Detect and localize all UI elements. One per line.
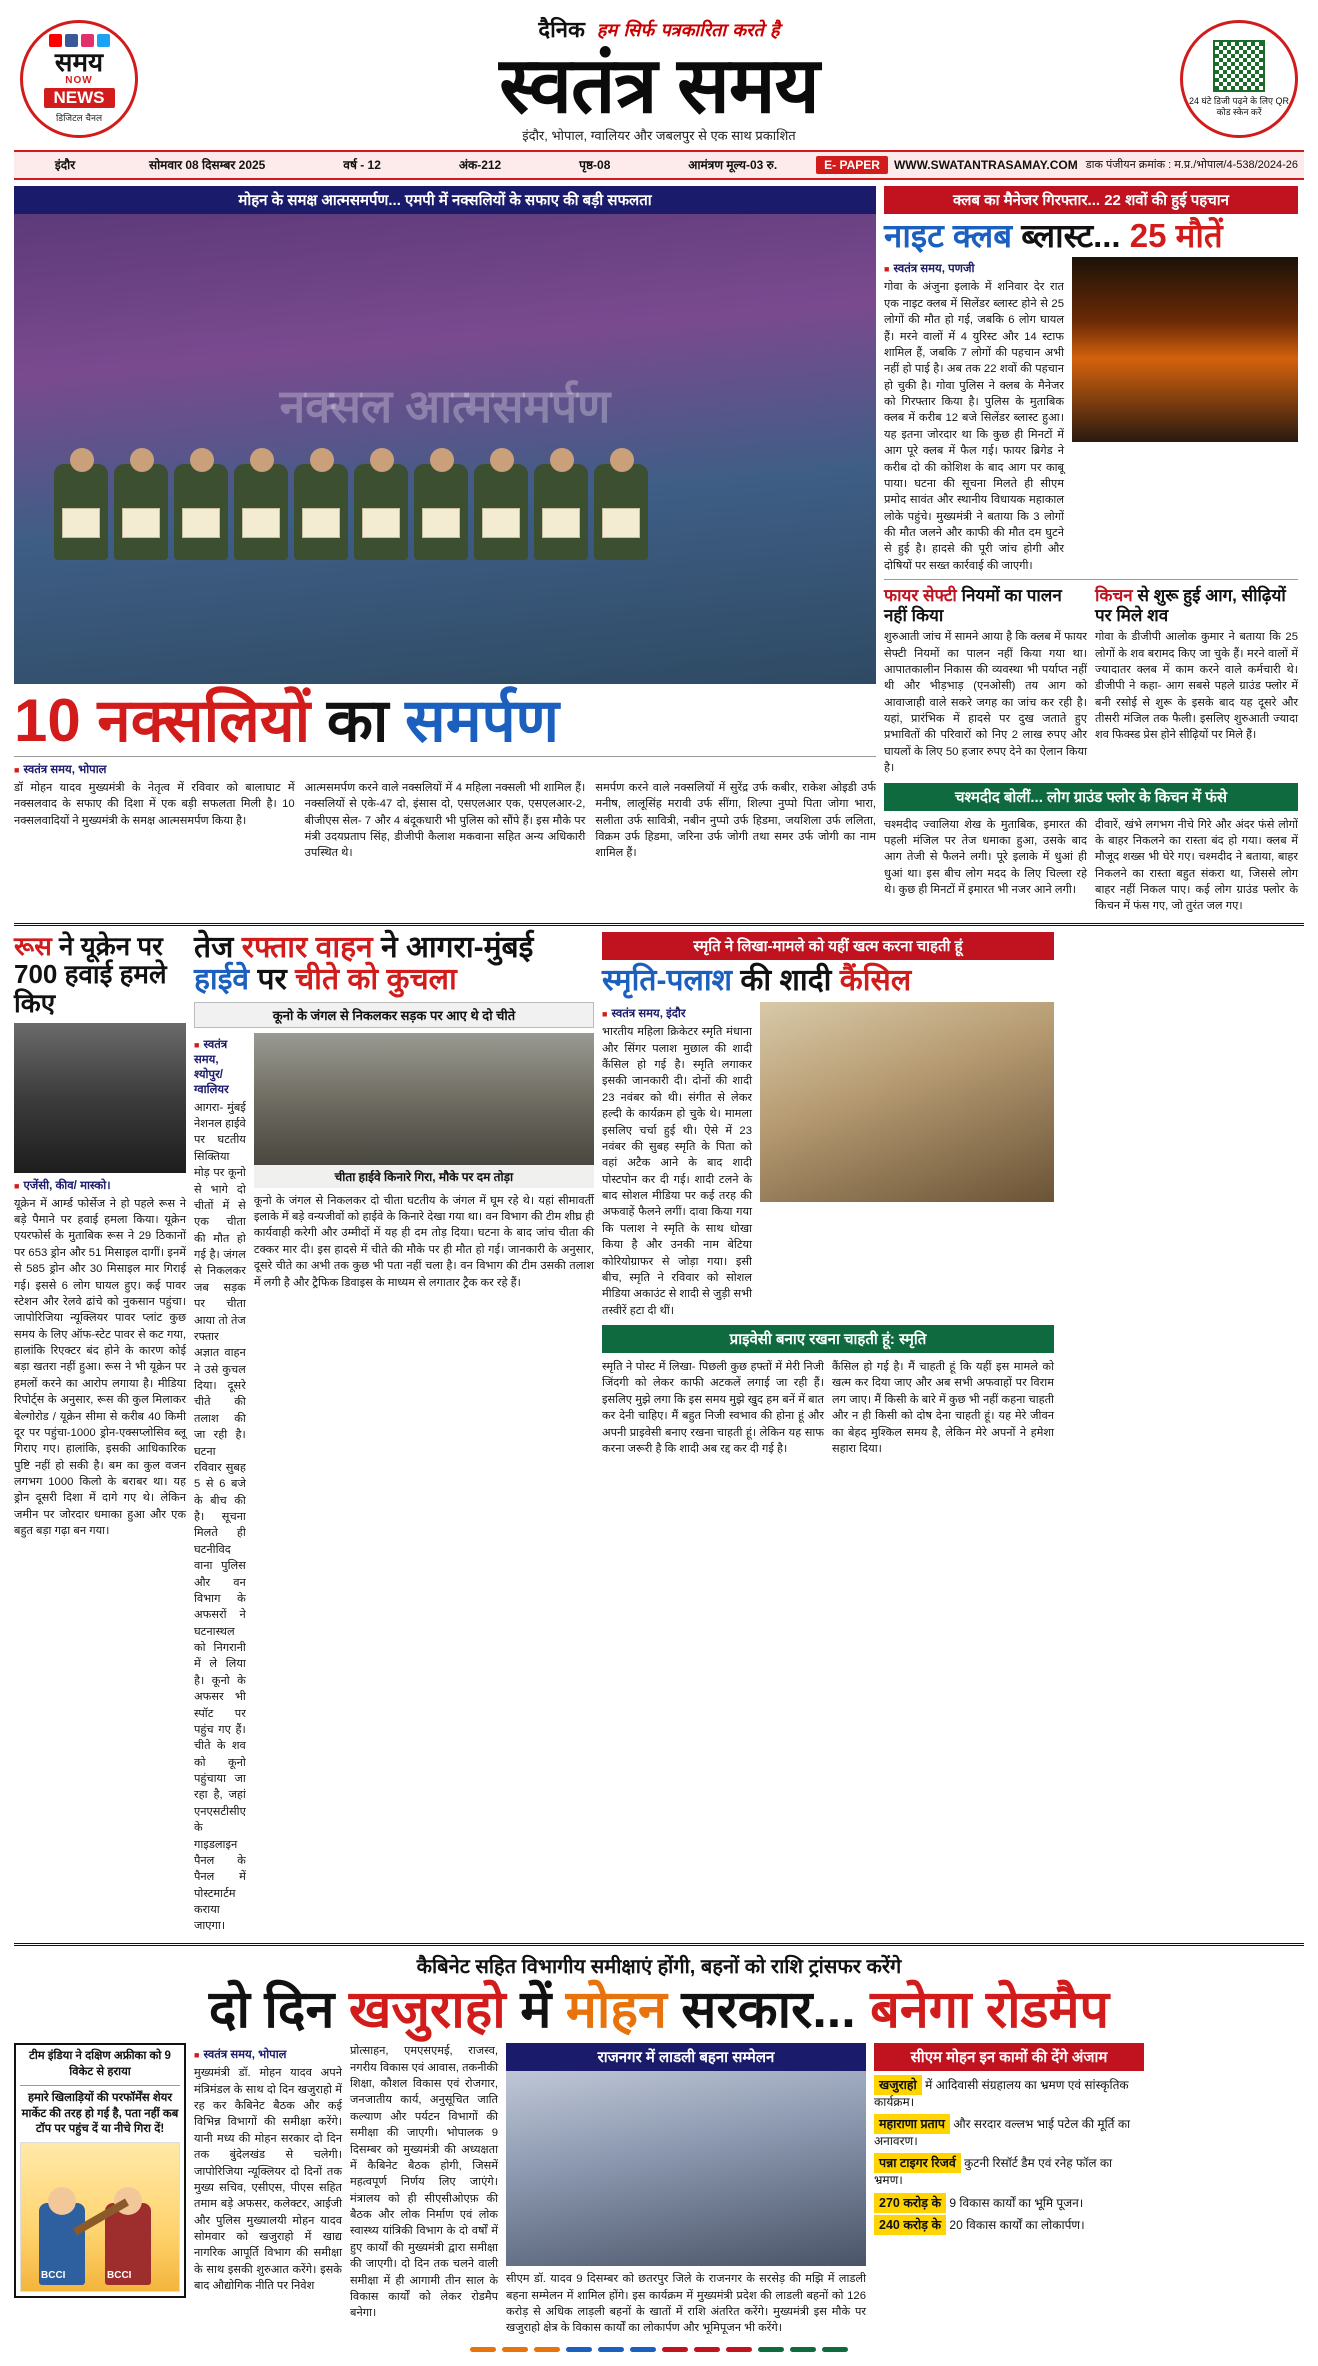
cheetah-col-2: कूनो के जंगल से निकलकर दो चीता घटतीय के जंगल में घूम रहे थे। यहां सीमावर्ती इलाके में बड़े वन्यजीवों को हाईवे के किनारे देखा गया था। वन विभाग की टीम शीघ्र ही कार्यवाही करेगी और उम्मीदों में यह ही दम तोड़ दिया। घटना के बाद जांच चीता की टक्कर मार दी। इस हादसे में चीते की मौके पर ही मौत हो गई। जानकारी के अनुसार, दूसरे चीते का अभी तक कुछ भी पता नहीं चला है। वन विभाग की टीम उसकी तलाश में लगी है और ट्रैफिक डिवाइस के माध्यम से लगातार ट्रैक कर रहे हैं। bbox=[253, 1194, 594, 1289]
masthead-title-block bbox=[148, 14, 1170, 144]
edition-city: इंदौर bbox=[54, 158, 76, 173]
website-link[interactable]: WWW.SWATANTRASAMAY.COM bbox=[893, 157, 1078, 172]
cheetah-headline-part4: हाईवे bbox=[194, 963, 250, 997]
masthead-subtitle: इंदौर, भोपाल, ग्वालियर और जबलपुर से एक साथ प्रकाशित bbox=[522, 127, 796, 143]
list-item-lead: पन्ना टाइगर रिजर्व bbox=[874, 2153, 961, 2173]
edition-date: सोमवार 08 दिसम्बर 2025 bbox=[148, 158, 266, 173]
goa-sub-1-body: शुरुआती जांच में सामने आया है कि क्लब में फायर सेफ्टी नियमों का पालन नहीं किया गया था। आपातकालीन निकास की व्यवस्था भी पर्याप्त नहीं थी और भीड़भाड़ (एनओसी) तय आग को आवाजाही वाले सकरे जगह का जांच कर रही है। यहां, प्रारंभिक में हादसे पर दुख जताते हुए प्रभावितों की परिवारों को निए 2 लाख रुपए और घायलों के लिए 50 हजार रुपए देने का ऐलान किया है। bbox=[884, 631, 1087, 775]
cheetah-headline-part5: पर bbox=[257, 963, 287, 997]
youtube-icon bbox=[49, 34, 62, 47]
cartoon bbox=[14, 2043, 186, 2298]
bottom-body-col-1: मुख्यमंत्री डॉ. मोहन यादव अपने मंत्रिमंडल के साथ दो दिन खजुराहो में रह कर कैबिनेट बैठक और कई विभिन्न विभागों की समीक्षा करेंगे। यानी मध्य की मोहन सरकार दो दिन तक बुंदेलखंड से चलेगी। जापोरिजिया न्यूक्लियर दो दिनों तक मुख्य सचिव, एसीएस, पीएस सहित तमाम बड़े अफसर, कलेक्टर, आईजी और पुलिस मुख्यालयी मोहन यादव सोमवार को खजुराहो में खाद्य नागरिक आपूर्ति विभाग की समीक्षा के साथ इसकी शुरुआत करेंगे। इसके बाद औद्योगिक नीति पर निवेश bbox=[194, 2067, 342, 2293]
goa-sub-1 bbox=[884, 586, 1087, 776]
cheetah-headline-part6: चीते को कुचला bbox=[295, 963, 457, 997]
epaper-button[interactable]: E- PAPER bbox=[816, 156, 888, 174]
newspaper-logo bbox=[20, 20, 138, 138]
ladli-body: सीएम डॉ. यादव 9 दिसम्बर को छतरपुर जिले के राजनगर के सरसेड़ की मझि में लाडली बहना सम्मेलन में शामिल होंगे। इस कार्यक्रम में मुख्यमंत्री प्रदेश की लाडली बहनों को 126 करोड़ से अधिक लाड़ली बहनों के खातों में राशि अंतरित करेंगे। मुख्यमंत्री इस मौके पर खजुराहो क्षेत्र के विकास कार्यों का लोकार्पण और भूमिपूजन भी करेंगे। bbox=[506, 2273, 866, 2335]
ladli-head: राजनगर में लाडली बहना सम्मेलन bbox=[506, 2043, 866, 2071]
logo-word: समय bbox=[54, 46, 104, 77]
lead-col-1: डॉ मोहन यादव मुख्यमंत्री के नेतृत्व में रविवार को बालाघाट में नक्सलवाद के सफाए की दिशा में एक बड़ी सफलता मिली है। 10 नक्सलवादियों ने मुख्यमंत्री के समक्ष आत्मसमर्पण किया है। bbox=[14, 781, 295, 827]
list-item bbox=[874, 2217, 1144, 2234]
goa-sub-2 bbox=[1095, 586, 1298, 776]
edition-issue: अंक-212 bbox=[458, 158, 502, 173]
goa-kicker: क्लब का मैनेजर गिरफ्तार... 22 शवों की हुई पहचान bbox=[884, 186, 1298, 214]
cheetah-byline: ■ स्वतंत्र समय, श्योपुर/ग्वालियर bbox=[194, 1037, 246, 1097]
lead-headline-part2: का bbox=[326, 686, 389, 754]
list-item bbox=[874, 2155, 1144, 2188]
goa-sub-stories bbox=[884, 586, 1298, 776]
smriti-headline-part1: स्मृति-पलाश bbox=[602, 963, 733, 997]
russia-body: यूक्रेन में आर्म्ड फोर्सेज ने हो पहले रूस ने बड़े पैमाने पर हवाई हमला किया। यूक्रेन एयरफोर्स के मुताबिक रूस ने 29 ठिकानों पर 653 ड्रोन और 51 मिसाइल दागीं। इनमें से 585 ड्रोन और 30 मिसाइल मार गिराई गई। इससे 6 लोग घायल हुए। कई पावर स्टेशन और रेलवे ढांचे को नुकसान पहुंचा। जापोरिजिया न्यूक्लियर पावर प्लांट कुछ समय के लिए ऑफ-स्टेट पावर से कट गया, हालांकि रिएक्टर बंद होने के कारण कोई बड़ा खतरा नहीं हुआ। रूस ने भी यूक्रेन पर हमलों करने का आरोप लगाया है। मीडिया रिपोर्ट्स के अनुसार, रूस की कुल मिलाकर बेल्गोरोड / यूक्रेन सीमा से करीब 40 किमी दूर पर पहुंचा-1000 ड्रोन-एक्सप्लोसिव ब्लू गिराए गए। हालांकि, इसकी आधिकारिक पुष्टि नहीं हो सकी है। बम का कुल वजन लगभग 1000 किलो के बराबर था। यह ड्रोन दूसरी दिशा में दागे गए थे। लेकिन जमीन पर जोरदार धमाका हुआ और एक बहुत बड़ा गढ़ा बन गया। bbox=[14, 1197, 186, 1538]
goa-headline-part2: ब्लास्ट... bbox=[1021, 216, 1121, 254]
lead-story bbox=[14, 186, 876, 915]
goa-sub-2-head bbox=[1095, 586, 1298, 625]
footer-color-bar bbox=[14, 2347, 1304, 2352]
facebook-icon bbox=[65, 34, 78, 47]
list-item-rest: और सरदार वल्लभ भाई पटेल की मूर्ति का अनावरण। bbox=[874, 2117, 1131, 2149]
smriti-kicker: स्मृति ने लिखा-मामले को यहीं खत्म करना चाहती हूं bbox=[602, 932, 1054, 960]
bottom-body-col-2: प्रोत्साहन, एमएसएमई, राजस्व, नगरीय विकास एवं आवास, तकनीकी शिक्षा, कौशल विकास एवं रोजगार, जनजातीय कार्य, अनुसूचित जाति कल्याण और पर्यटन विभागों की समीक्षा की जाएगी। भोपालक 9 दिसम्बर को मुख्यमंत्री की अध्यक्षता में कैबिनेट बैठक होगी, जिसमें महत्वपूर्ण निर्णय लिए जाएंगे। मंत्रालय को ही सीएसीओएफ़ की बैठक और लोक निर्माण एवं लोक स्वास्थ्य यांत्रिकी विभाग के दो वर्षों में हुए कार्यों की मुख्यमंत्री द्वारा समीक्षा की जाएगी। दो दिन तक चलने वाली समीक्षा में ही आगामी तीन साल के विकास कार्यों को लेकर रोडमैप बनेगा। bbox=[350, 2045, 498, 2320]
logo-news: NEWS bbox=[44, 88, 115, 108]
qr-instruction: 24 घंटे डिजी पढ़ने के लिए QR कोड स्केन करें bbox=[1188, 95, 1290, 117]
list-item-rest: में आदिवासी संग्रहालय का भ्रमण एवं सांस्कृतिक कार्यक्रम। bbox=[874, 2078, 1129, 2110]
cm-tasks-list bbox=[874, 2077, 1144, 2234]
edition-pages: पृष्ठ-08 bbox=[579, 158, 611, 173]
smriti-headline-part2: की शादी bbox=[740, 963, 832, 997]
goa-eyewitness-1: चश्मदीद ज्वालिया शेख के मुताबिक, इमारत की पहली मंजिल पर तेज धमाका हुआ, उसके बाद आग तेजी से फैलने लगी। पूरे इलाके में धुआं ही धुआं था। इस बीच लोग मदद के लिए चिल्ला रहे थे। कुछ ही मिनटों में इमारत भी नजर आने लगी। bbox=[884, 818, 1087, 897]
cartoon-block bbox=[14, 2043, 186, 2337]
bottom-headline-part2: खजुराहो bbox=[348, 1980, 506, 2039]
goa-photo bbox=[1072, 257, 1298, 442]
goa-sub-2-body: गोवा के डीजीपी आलोक कुमार ने बताया कि 25 लोगों के शव बरामद किए जा चुके हैं। मरने वालों में ज्यादातर क्लब में काम करने वाले कर्मचारी थे। डीजीपी ने कहा- आग सबसे पहले ग्राउंड फ्लोर में बनी रसोई से शुरू के इसके बाद यह दूसरे और तीसरी मंजिल तक फैली। इसलिए शुरुआती ज्यादा शव फिक्स्ड प्रेस होने सीढ़ियों पर मिले हैं। bbox=[1095, 631, 1298, 742]
goa-headline-part3: 25 मौतें bbox=[1129, 216, 1223, 254]
cheetah-photo-caption: चीता हाईवे किनारे गिरा, मौके पर दम तोड़ा bbox=[254, 1165, 594, 1188]
goa-story bbox=[884, 186, 1298, 915]
newspaper-title: स्वतंत्र समय bbox=[499, 41, 819, 129]
goa-eyewitness-kicker: चश्मदीद बोलीं... लोग ग्राउंड फ्लोर के किचन में फंसे bbox=[884, 783, 1298, 811]
mid-section bbox=[14, 923, 1304, 1935]
dainik-label: दैनिक bbox=[538, 17, 585, 42]
masthead-tagline: हम सिर्फ पत्रकारिता करते है bbox=[596, 20, 780, 41]
cartoon-art bbox=[20, 2142, 180, 2292]
cheetah-headline bbox=[194, 932, 594, 997]
bottom-headline bbox=[14, 1980, 1304, 2039]
list-item bbox=[874, 2077, 1144, 2110]
lead-kicker: मोहन के समक्ष आत्मसमर्पण... एमपी में नक्सलियों के सफाए की बड़ी सफलता bbox=[14, 186, 876, 214]
bottom-headline-part6: बनेगा रोडमैप bbox=[870, 1980, 1110, 2039]
instagram-icon bbox=[81, 34, 94, 47]
twitter-icon bbox=[97, 34, 110, 47]
lead-photo-people bbox=[14, 214, 876, 684]
bottom-headline-part4: मोहन bbox=[565, 1980, 667, 2039]
masthead bbox=[14, 10, 1304, 146]
cm-tasks-head: सीएम मोहन इन कामों की देंगे अंजाम bbox=[874, 2043, 1144, 2071]
russia-photo bbox=[14, 1023, 186, 1173]
bottom-headline-part3: में bbox=[520, 1980, 552, 2039]
list-item bbox=[874, 2116, 1144, 2149]
smriti-sub-2: कैंसिल हो गई है। मैं चाहती हूं कि यहीं इस मामले को खत्म कर दिया जाए और अब सभी अफवाहों पर विराम लग जाए। मैं किसी के बारे में कुछ भी नहीं कहना चाहती और न ही किसी को दोष देना चाहती हूं। यह मेरे जीवन का बेहद मुश्किल समय है, लेकिन मेरे अपनों ने हमेशा सहारा दिया। bbox=[832, 1361, 1054, 1455]
goa-sub-1-head-red: फायर सेफ्टी bbox=[884, 586, 957, 606]
cheetah-col-1: आगरा- मुंबई नेशनल हाईवे पर घटतीय सिक्तिया मोड़ पर कूनो से भागे दो चीतों में से एक चीता की मौत हो गई है। जंगल से निकलकर जब सड़क पर चीता आया तो तेज रफ्तार अज्ञात वाहन ने उसे कुचल दिया। दूसरे चीते की तलाश की जा रही है। घटना रविवार सुबह 5 से 6 बजे के बीच की है। सूचना मिलते ही घटनीविद वाना पुलिस और वन विभाग के अफसरों ने घटनास्थल को निगरानी में ले लिया है। कूनो के अफसर भी स्पॉट पर पहुंच गए हैं। चीते के शव को कूनो पहुंचाया जा रहा है, जहां एनएसटीसीए के गाइडलाइन पैनल के पैनल में पोस्टमार्टम कराया जाएगा। bbox=[194, 1101, 246, 1933]
edition-year: वर्ष - 12 bbox=[343, 158, 381, 173]
lead-photo-watermark: नक्सल आत्मसमर्पण bbox=[279, 379, 611, 432]
list-item-rest: 20 विकास कार्यों का लोकार्पण। bbox=[949, 2218, 1085, 2233]
goa-eyewitness-2: दीवारें, खंभे लगभग नीचे गिरे और अंदर फंसे लोगों के बाहर निकलने का रास्ता बंद हो गया। क्लब में मौजूद शख्स भी घेरे गए। चश्मदीद ने बताया, बाहर निकलने का रास्ता बहुत संकरा था, जिससे लोग बाहर नहीं निकल पाए। कई लोग ग्राउंड फ्लोर के किचन में फंस गए, जो तुरंत जल गए। bbox=[1095, 818, 1298, 913]
cheetah-subkicker: कूनो के जंगल से निकलकर सड़क पर आए थे दो चीते bbox=[194, 1002, 594, 1028]
smriti-sub-1: स्मृति ने पोस्ट में लिखा- पिछली कुछ हफ्तों में मेरी निजी जिंदगी को लेकर काफी अटकलें लगाई जा रही हैं। इसलिए मुझे लगा कि इस समय मुझे खुद हम बनें में बात कर देनी चाहिए। मैं बहुत निजी स्वभाव की होना हूं और अपनी प्राइवेसी बनाए रखना चाहती हूं। लेकिन यह साफ करना जरूरी है कि शादी अब रद्द कर दी गई है। bbox=[602, 1361, 824, 1455]
smriti-body: भारतीय महिला क्रिकेटर स्मृति मंधाना और सिंगर पलाश मुछाल की शादी कैंसिल हो गई है। स्मृति लगाकर इसकी जानकारी दी। दोनों की शादी 23 नवंबर को थी। संगीत से लेकर हल्दी के कार्यक्रम हो चुके थे। मामला इसलिए चर्चा हुई थी। ऐसे में 23 नवंबर की सुबह स्मृति के पिता को वहां अटैक आने के बाद शादी पोस्टपोन कर दी गई। शादी टलने के बाद सोशल मीडिया पर कई तरह की अफवाहें फैलने लगीं। दावा किया गया कि पलाश ने स्मृति के साथ धोखा किया है और उनकी नाम बेटिया कोरियोग्राफर से जोड़ा गया। इसी बीच, स्मृति ने रविवार को सोशल मीडिया अकाउंट से शादी से जुड़ी सभी तस्वीरें हटा दी थीं। bbox=[602, 1026, 752, 1317]
cm-tasks-block bbox=[874, 2043, 1144, 2337]
list-item-lead: 270 करोड़ के bbox=[874, 2193, 946, 2213]
registration-number: डाक पंजीयन क्रमांक : म.प्र./भोपाल/4-538/2024-26 bbox=[1085, 159, 1299, 172]
goa-byline: ■ स्वतंत्र समय, पणजी bbox=[884, 261, 1064, 276]
list-item-lead: 240 करोड़ के bbox=[874, 2215, 946, 2235]
logo-subtitle: डिजिटल चैनल bbox=[55, 112, 103, 123]
smriti-headline bbox=[602, 965, 1054, 997]
goa-headline-part1: नाइट क्लब bbox=[884, 216, 1013, 254]
cartoon-caption-2: हमारे खिलाड़ियों की परफॉर्मेंस शेयर मार्केट की तरह हो गई है, पता नहीं कब टॉप पर पहुंच दें या नीचे गिरा दें! bbox=[20, 2091, 180, 2138]
lead-body bbox=[14, 780, 876, 862]
bottom-byline: ■ स्वतंत्र समय, भोपाल bbox=[194, 2047, 342, 2062]
goa-sub-1-head bbox=[884, 586, 1087, 625]
list-item-rest: 9 विकास कार्यों का भूमि पूजन। bbox=[949, 2195, 1084, 2210]
info-bar bbox=[14, 150, 1304, 180]
smriti-byline: ■ स्वतंत्र समय, इंदौर bbox=[602, 1006, 752, 1021]
smriti-headline-part3: कैंसिल bbox=[839, 963, 912, 997]
bottom-section bbox=[14, 2043, 1304, 2337]
top-section bbox=[14, 186, 1304, 915]
goa-sub-2-head-red: किचन bbox=[1095, 586, 1133, 606]
smriti-sub-kicker: प्राइवेसी बनाए रखना चाहती हूं: स्मृति bbox=[602, 1325, 1054, 1353]
bottom-banner: कैबिनेट सहित विभागीय समीक्षाएं होंगी, बहनों को राशि ट्रांसफर करेंगे bbox=[14, 1943, 1304, 1983]
lead-photo bbox=[14, 214, 876, 684]
cheetah-headline-part2: रफ्तार वाहन bbox=[241, 930, 373, 964]
cheetah-photo bbox=[254, 1033, 594, 1188]
list-item-lead: महाराणा प्रताप bbox=[874, 2114, 950, 2134]
goa-body: गोवा के अंजुना इलाके में शनिवार देर रात एक नाइट क्लब में सिलेंडर ब्लास्ट होने से 25 लोगों की मौत हो गई, जबकि 6 लोग घायल हैं। मरने वालों में 4 युरिस्ट और 14 स्टाफ शामिल हैं, जबकि 7 लोगों की पहचान अभी नहीं हो पाई है। अब तक 22 शवों की पहचान हो चुकी है। गोवा पुलिस ने क्लब के मैनेजर को गिरफ्तार किया है। पुलिस के मुताबिक क्लब में करीब 12 बजे सिलेंडर ब्लास्ट हुआ। यह इतना जोरदार था कि कुछ ही मिनटों में आग पूरे क्लब में फैल गई। फायर ब्रिगेड ने करीब दो की कोशिश के बाद आग पर काबू पाया। घटना की सूचना मिलते ही सीएम प्रमोद सावंत और स्थानीय विधायक महाकाल लोके पहुंचे। मुख्यमंत्री ने बताया कि 3 लोगों की मौत जलने और काफी की मौत दम घुटने से हुई है। हादसे की पूरी जांच होगी और दोषियों पर सख्त कार्रवाई की जाएगी। bbox=[884, 281, 1064, 572]
list-item-lead: खजुराहो bbox=[874, 2075, 922, 2095]
cheetah-headline-part3: ने आगरा-मुंबई bbox=[381, 930, 534, 964]
cartoon-label-a: BCCI bbox=[41, 2269, 66, 2281]
bottom-col-2 bbox=[350, 2043, 498, 2337]
russia-story bbox=[14, 932, 186, 1935]
lead-col-3: समर्पण करने वाले नक्सलियों में सुरेंद्र उर्फ कबीर, राकेश ओइडी उर्फ मनीष, लालूसिंह मरावी उर्फ सींगा, शिल्पा नुप्पो पिता जोगा भारा, सलीता उर्फ सावित्री, नबीन नुप्पो उर्फ हिडमा, जयशिला उर्फ ललिता, विक्रम उर्फ हिडमा, जरिना उर्फ जोगी तथा समर उर्फ जोगी का नाम शामिल हैं। bbox=[595, 781, 877, 860]
lead-byline: ■ स्वतंत्र समय, भोपाल bbox=[14, 762, 876, 777]
russia-headline-part2: ने यूक्रेन पर 700 हवाई हमले किए bbox=[14, 930, 167, 1019]
russia-headline-part1: रूस bbox=[14, 930, 52, 961]
list-item bbox=[874, 2195, 1144, 2212]
qr-code-icon bbox=[1213, 40, 1265, 92]
smriti-story bbox=[602, 932, 1054, 1935]
cm-photo bbox=[506, 2071, 866, 2266]
cartoon-caption-1: टीम इंडिया ने दक्षिण अफ्रीका को 9 विकेट से हराया bbox=[20, 2049, 180, 2080]
list-item-rest: कुटनी रिसॉर्ट डैम एवं रनेह फॉल का भ्रमण। bbox=[874, 2156, 1113, 2188]
russia-headline bbox=[14, 932, 186, 1018]
edition-price: आमंत्रण मूल्य-03 रु. bbox=[688, 158, 778, 173]
cheetah-story bbox=[194, 932, 594, 1935]
lead-headline-part3: समर्पण bbox=[405, 686, 560, 754]
bottom-col-1 bbox=[194, 2043, 342, 2337]
smriti-photo bbox=[760, 1002, 1054, 1202]
goa-sub-2-head-rest: से शुरू हुई आग, सीढ़ियों पर मिले शव bbox=[1095, 586, 1286, 625]
bottom-headline-part5: सरकार... bbox=[681, 1980, 856, 2039]
smriti-sub-body bbox=[602, 1359, 1054, 1457]
bottom-headline-part1: दो दिन bbox=[208, 1980, 335, 2039]
logo-now: NOW bbox=[65, 74, 93, 86]
goa-sub-1-head-rest: नियमों का पालन नहीं किया bbox=[884, 586, 1062, 625]
cartoon-label-b: BCCI bbox=[107, 2269, 132, 2281]
lead-col-2: आत्मसमर्पण करने वाले नक्सलियों में 4 महिला नक्सली भी शामिल हैं। नक्सलियों से एके-47 दो, इंसास दो, एसएलआर एक, एसएलआर-2, बीजीएस सेल- 7 और 4 बंदूकधारी भी पुलिस को सौंपे हैं। इस मौके पर मंत्री उदयप्रताप सिंह, डीजीपी कैलाश मकवाना सहित अन्य अधिकारी उपस्थित थे। bbox=[304, 781, 586, 860]
goa-headline bbox=[884, 216, 1298, 254]
goa-eyewitness bbox=[884, 817, 1298, 915]
russia-byline: ■ एजेंसी, कीव/ मास्को। bbox=[14, 1178, 186, 1193]
social-icons bbox=[49, 34, 110, 47]
cheetah-headline-part1: तेज bbox=[194, 930, 234, 964]
qr-badge[interactable] bbox=[1180, 20, 1298, 138]
ladli-block bbox=[506, 2043, 866, 2337]
lead-headline-part1: 10 नक्सलियों bbox=[14, 686, 311, 754]
lead-headline bbox=[14, 686, 876, 754]
